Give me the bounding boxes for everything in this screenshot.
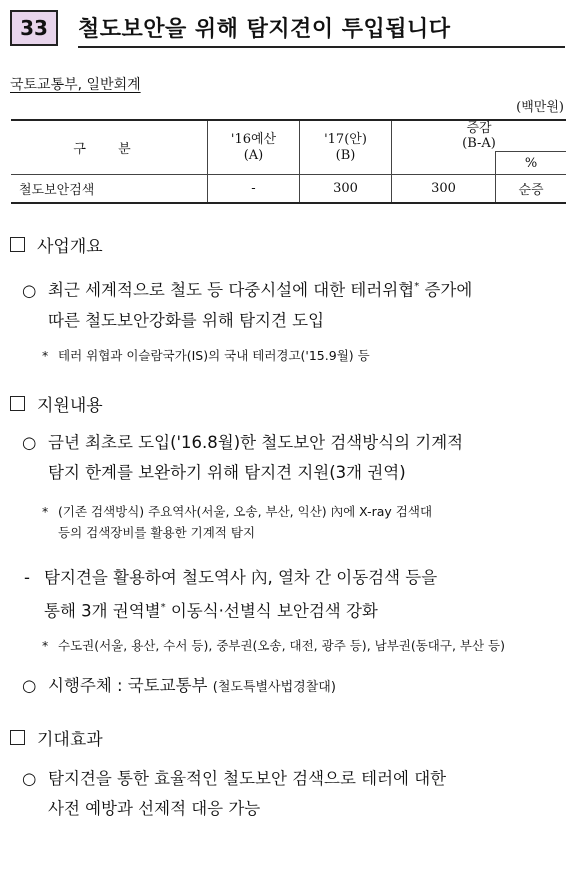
- dash-bullet-icon: -: [24, 568, 30, 587]
- section-overview-title: 사업개요: [37, 237, 103, 257]
- support-dash-line2b: 이동식·선별식 보안검색 강화: [165, 601, 378, 621]
- support-note2: [42, 635, 505, 656]
- overview-line1b: 증가에: [419, 280, 473, 300]
- overview-line2: 따른 철도보안강화를 위해 탐지견 도입: [48, 310, 325, 330]
- support-note1-line1: (기존 검색방식) 주요역사(서울, 오송, 부산, 익산) 內에 X-ray 검색대: [58, 504, 433, 519]
- checkbox-square-icon: [10, 396, 25, 411]
- asterisk-icon: *: [42, 504, 49, 519]
- section-overview-heading: [10, 232, 103, 257]
- header-2017-sub: (B): [335, 147, 356, 163]
- support-bullet: [22, 428, 463, 488]
- support-note1: [42, 501, 432, 543]
- header-pct: %: [496, 152, 567, 175]
- support-exec-sub: (철도특별사법경찰대): [212, 680, 336, 695]
- section-support-heading: [10, 391, 103, 416]
- effect-line2: 사전 예방과 선제적 대응 가능: [48, 799, 261, 818]
- header-2016-sub: (A): [243, 147, 264, 163]
- row-name: 철도보안검색: [11, 175, 208, 204]
- page-header: [10, 6, 565, 50]
- budget-table: [11, 119, 566, 204]
- circle-bullet-icon: ○: [22, 769, 37, 788]
- section-effect-title: 기대효과: [37, 730, 103, 750]
- header-change-sub: (B-A): [462, 136, 496, 151]
- support-dash-line2a: 통해 3개 권역별: [44, 601, 161, 621]
- section-support-title: 지원내용: [37, 396, 103, 416]
- section-number-badge: [10, 10, 58, 46]
- support-line1: 금년 최초로 도입('16.8월)한 철도보안 검색방식의 기계적: [48, 433, 464, 452]
- unit-label: (백만원): [516, 100, 564, 115]
- header-2017: [300, 120, 392, 175]
- header-2016: [208, 120, 300, 175]
- row-2016: -: [208, 175, 300, 204]
- page-title: 철도보안을 위해 탐지견이 투입됩니다: [78, 17, 451, 42]
- department-label: 국토교통부, 일반회계: [10, 77, 141, 93]
- row-2017: 300: [300, 175, 392, 204]
- support-dash-item: [24, 563, 437, 627]
- support-exec-label: 시행주체 : 국토교통부: [48, 676, 208, 695]
- support-note2-text: 수도권(서울, 용산, 수서 등), 중부권(오송, 대전, 광주 등), 남부권(동대구, 부산 등): [58, 638, 505, 653]
- effect-bullet: [22, 764, 446, 824]
- circle-bullet-icon: ○: [22, 676, 37, 695]
- support-note1-line2: 등의 검색장비를 활용한 기계적 탐지: [58, 525, 256, 540]
- footnote-star: *: [160, 602, 166, 613]
- circle-bullet-icon: ○: [22, 280, 37, 300]
- effect-line1: 탐지견을 통한 효율적인 철도보안 검색으로 테러에 대한: [48, 769, 447, 788]
- checkbox-square-icon: [10, 730, 25, 745]
- header-change-label: 증감: [466, 121, 492, 136]
- section-number: 33: [20, 16, 48, 40]
- circle-bullet-icon: ○: [22, 433, 37, 452]
- overview-bullet: [22, 272, 472, 336]
- overview-line1a: 최근 세계적으로 철도 등 다중시설에 대한 테러위협: [48, 280, 415, 300]
- header-change: [392, 120, 567, 152]
- header-change-spacer: [392, 152, 496, 175]
- checkbox-square-icon: [10, 237, 25, 252]
- header-2017-label: '17(안): [324, 131, 367, 147]
- section-effect-heading: [10, 725, 103, 750]
- asterisk-icon: *: [42, 348, 49, 363]
- asterisk-icon: *: [42, 638, 49, 653]
- row-pct: 순증: [496, 175, 567, 204]
- overview-note-text: 테러 위협과 이슬람국가(IS)의 국내 테러경고('15.9월) 등: [58, 348, 370, 363]
- header-gubun: 구 분: [11, 120, 208, 175]
- table-row: [11, 175, 566, 204]
- support-dash-line1: 탐지견을 활용하여 철도역사 內, 열차 간 이동검색 등을: [44, 568, 438, 587]
- support-exec-bullet: [22, 671, 336, 703]
- title-underline: [78, 46, 565, 48]
- row-change: 300: [392, 175, 496, 204]
- overview-note: [42, 345, 370, 366]
- footnote-star: *: [414, 281, 420, 292]
- header-2016-label: '16예산: [230, 131, 277, 147]
- support-line2: 탐지 한계를 보완하기 위해 탐지견 지원(3개 권역): [48, 463, 406, 482]
